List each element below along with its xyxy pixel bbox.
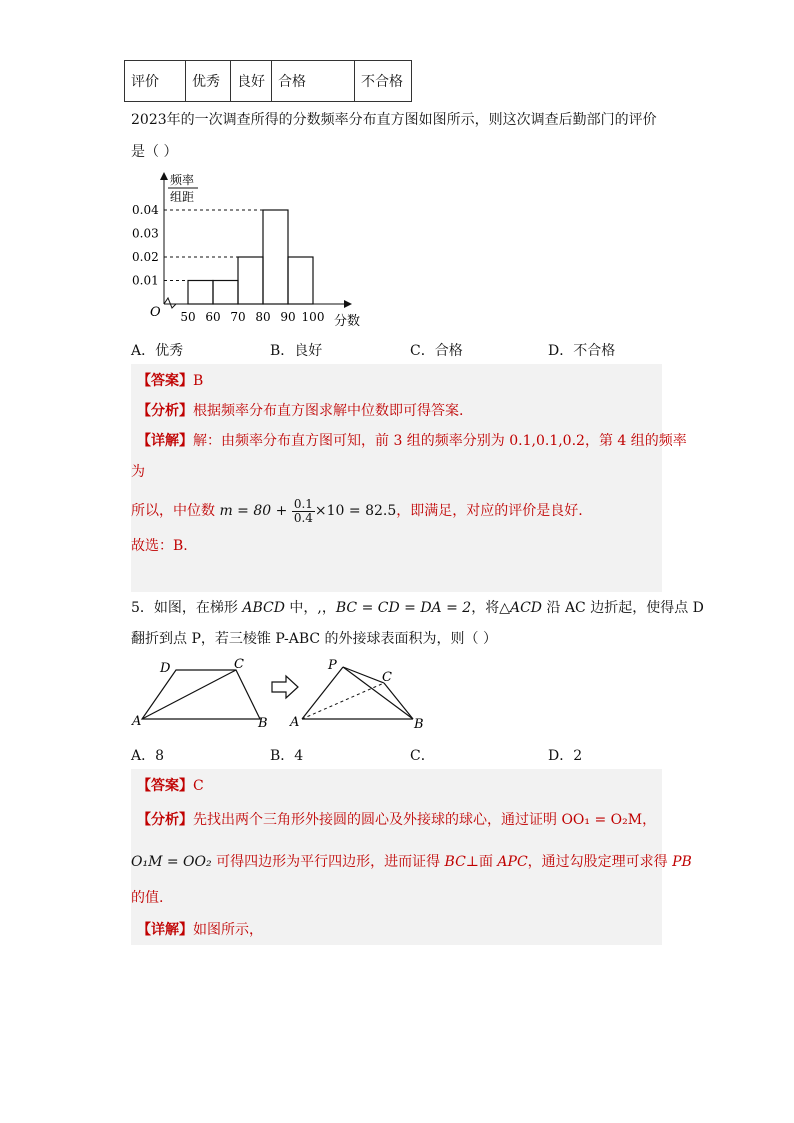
- q5-analysis-line3: 的值.: [131, 890, 164, 906]
- diagonal-ac: [142, 670, 236, 719]
- fraction-denominator: 0.4: [293, 510, 313, 525]
- detail-text: 解：由频率分布直方图可知，前 3 组的频率分别为 0.1,0.1,0.2，第 4 组的频率: [193, 433, 687, 449]
- detail-label: 【详解】: [137, 922, 193, 938]
- q4-option-a: A．优秀: [131, 343, 184, 359]
- x-tick-label: 50: [180, 310, 196, 324]
- label-a: A: [132, 714, 142, 729]
- q5-equation: BC = CD = DA = 2: [335, 600, 472, 616]
- q5-trapezoid-name: ABCD: [242, 600, 285, 616]
- edge-pa: [302, 667, 343, 719]
- q4-conclusion: 故选：B.: [131, 538, 188, 554]
- x-tick-label: 90: [280, 310, 296, 324]
- q4-solution-box: [131, 364, 687, 592]
- q4-stem-line1: 2023年的一次调查所得的分数频率分布直方图如图所示，则这次调查后勤部门的评价: [131, 112, 657, 128]
- q4-detail-line2: 为: [131, 464, 145, 480]
- answer-value: B: [193, 373, 204, 389]
- q5-detail: [137, 920, 263, 940]
- q5-stem-line2: 翻折到点 P，若三棱锥 P-ABC 的外接球表面积为，则（ ）: [131, 631, 497, 647]
- q4-answer: [137, 371, 203, 391]
- q5-analysis-line1: [137, 810, 656, 830]
- detail-line3-pre: 所以，中位数: [131, 503, 220, 519]
- label-a2: A: [290, 715, 300, 730]
- x-tick-label: 60: [205, 310, 221, 324]
- q5-triangle: △ACD: [499, 600, 543, 616]
- label-d: D: [160, 661, 171, 676]
- detail-text: 如图所示，: [193, 922, 263, 938]
- grade-table: [124, 60, 412, 102]
- analysis-label: 【分析】: [137, 403, 193, 419]
- label-c2: C: [382, 670, 392, 685]
- analysis-label: 【分析】: [137, 812, 193, 828]
- q4-option-d: D．不合格: [548, 343, 616, 359]
- histogram-bar: [238, 257, 263, 304]
- x-tick-label: 80: [255, 310, 271, 324]
- q5-stem-mid: 中，,，: [284, 600, 336, 616]
- q5-figure: [130, 656, 430, 736]
- y-axis-label-bottom: 组距: [170, 190, 195, 204]
- grade-cell: 不合格: [355, 61, 412, 102]
- analysis-text-2: 可得四边形为平行四边形，进而证得: [211, 854, 445, 870]
- y-tick-label: 0.04: [132, 203, 159, 217]
- label-b: B: [258, 716, 268, 731]
- q5-option-d: D．2: [548, 748, 583, 764]
- x-axis-label: 分数: [334, 314, 361, 329]
- q5-stem-end: 沿 AC 边折起，使得点 D: [542, 600, 704, 616]
- grade-cell: 合格: [272, 61, 355, 102]
- analysis-text-4: ，通过勾股定理可求得: [527, 854, 673, 870]
- histogram-bar: [213, 281, 238, 305]
- histogram-bar: [263, 210, 288, 304]
- answer-value: C: [193, 778, 204, 794]
- analysis-text: 先找出两个三角形外接圆的圆心及外接球的球心，通过证明 OO₁ = O₂M，: [193, 812, 657, 828]
- axis-break: [164, 298, 176, 308]
- q5-option-b: B．4: [270, 748, 304, 764]
- y-tick-label: 0.02: [132, 250, 159, 264]
- answer-label: 【答案】: [137, 778, 193, 794]
- q4-detail-line3: [131, 494, 583, 528]
- q4-analysis: [137, 401, 463, 421]
- edge-pb: [343, 667, 413, 719]
- grade-cell: 评价: [125, 61, 186, 102]
- q5-answer: [137, 776, 204, 796]
- median-fraction: [292, 498, 315, 525]
- q5-analysis-line2: [131, 852, 692, 872]
- median-formula: m = 80 +: [219, 503, 288, 519]
- grade-cell: 良好: [231, 61, 272, 102]
- x-tick-label: 100: [301, 310, 325, 324]
- analysis-text-3: 面: [478, 854, 498, 870]
- q5-option-c: C．: [410, 748, 435, 764]
- fraction-numerator: 0.1: [293, 496, 313, 511]
- q4-stem-line2: 是（ ）: [131, 144, 178, 160]
- q4-option-b: B．良好: [270, 343, 323, 359]
- label-p: P: [328, 658, 337, 673]
- q4-detail-line1: [137, 431, 687, 451]
- q5-stem-post: ，将: [471, 600, 500, 616]
- q5-stem-line1: [131, 598, 704, 618]
- analysis-expr-3: APC: [497, 854, 528, 870]
- answer-label: 【答案】: [137, 373, 193, 389]
- detail-label: 【详解】: [137, 433, 193, 449]
- x-tick-label: 70: [230, 310, 246, 324]
- y-tick-label: 0.01: [132, 273, 159, 288]
- histogram-chart: [128, 168, 378, 333]
- histogram-bar: [288, 257, 313, 304]
- origin-label: O: [150, 305, 161, 320]
- y-axis-label-top: 频率: [170, 173, 195, 187]
- q5-solution-box: [131, 769, 692, 945]
- analysis-expr-2: BC⊥: [444, 854, 479, 870]
- label-c: C: [234, 657, 244, 672]
- median-result: ×10 = 82.5: [314, 503, 397, 519]
- label-b2: B: [414, 717, 424, 732]
- analysis-expr-1: O₁M = OO₂: [131, 854, 212, 870]
- detail-line3-post: ，即满足，对应的评价是良好.: [396, 503, 583, 519]
- analysis-text: 根据频率分布直方图求解中位数即可得答案.: [193, 403, 464, 419]
- q4-option-c: C．合格: [410, 343, 463, 359]
- q5-stem-pre: 5．如图，在梯形: [131, 600, 243, 616]
- y-tick-label: 0.03: [132, 226, 159, 241]
- analysis-expr-4: PB: [672, 854, 692, 870]
- histogram-bar: [188, 281, 213, 305]
- edge-pc: [343, 667, 384, 683]
- fold-arrow-icon: [272, 676, 298, 698]
- q5-option-a: A．8: [131, 748, 165, 764]
- trapezoid-abcd: [142, 670, 260, 719]
- grade-cell: 优秀: [186, 61, 231, 102]
